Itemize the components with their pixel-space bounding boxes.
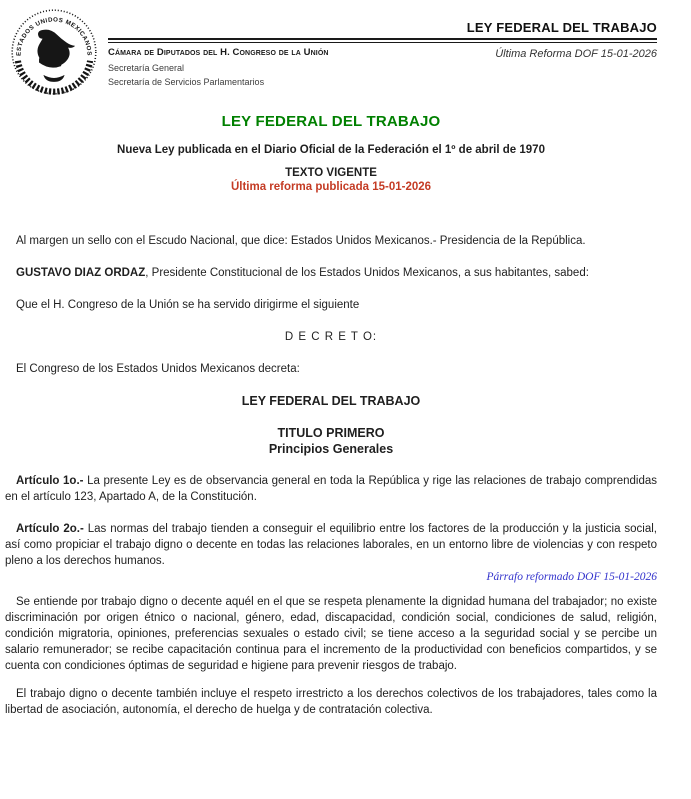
last-reform-red-line: Última reforma publicada 15-01-2026 xyxy=(230,181,432,193)
texto-vigente-label: TEXTO VIGENTE xyxy=(285,167,377,179)
law-title: LEY FEDERAL DEL TRABAJO xyxy=(241,394,421,408)
president-name: GUSTAVO DIAZ ORDAZ xyxy=(16,267,146,279)
paragraph-presidente xyxy=(5,265,657,281)
paragraph-decreta: El Congreso de los Estados Unidos Mexicanos decreta: xyxy=(16,363,300,375)
chamber-block xyxy=(108,47,329,88)
header-right-block xyxy=(108,8,657,88)
paragraph-trabajo-digno: Se entiende por trabajo digno o decente aquél en el que se respeta plenamente la dignidad humana del trabajador; no existe discriminación por origen étnico o nacional, género, edad, discapacidad, condición social, condiciones de salud, religión, condición migratoria, opiniones, preferencias sexuales o estado civil; se tiene acceso a la seguridad social y se percibe un salario remunerador; se recibe capacitación continua para el incremento de la productividad con beneficios compartidos, y se cuenta con condiciones óptimas de seguridad e higiene para prevenir riesgos de trabajo. xyxy=(5,596,657,672)
document-body xyxy=(5,233,657,718)
paragraph-al-margen: Al margen un sello con el Escudo Nacional, que dice: Estados Unidos Mexicanos.- Presidencia de la República. xyxy=(16,235,586,247)
main-title: LEY FEDERAL DEL TRABAJO xyxy=(221,113,441,130)
title-primero: TITULO PRIMERO xyxy=(277,426,385,440)
paragraph-congreso: Que el H. Congreso de la Unión se ha servido dirigirme el siguiente xyxy=(16,299,360,311)
article-2-label: Artículo 2o.- xyxy=(16,523,84,535)
header-meta-row xyxy=(108,47,657,88)
header-doc-title: LEY FEDERAL DEL TRABAJO xyxy=(466,20,657,35)
laurel-base-glyph xyxy=(43,75,64,82)
title-primero-block xyxy=(5,425,657,457)
national-seal-icon xyxy=(10,8,98,96)
reform-annotation: Párrafo reformado DOF 15-01-2026 xyxy=(486,571,657,583)
seal-curved-text: ESTADOS UNIDOS MEXICANOS xyxy=(15,16,93,57)
president-rest: , Presidente Constitucional de los Estados Unidos Mexicanos, a sus habitantes, sabed: xyxy=(145,267,589,279)
header-divider-rule xyxy=(108,38,657,43)
article-2 xyxy=(5,521,657,569)
paragraph-derechos-colectivos: El trabajo digno o decente también incluye el respeto irrestricto a los derechos colectivos de los trabajadores, tales como la libertad de asociación, autonomía, el derecho de huelga y de contratación colectiva. xyxy=(5,688,657,716)
document-header xyxy=(5,8,657,96)
title-block xyxy=(5,112,657,193)
principios-generales: Principios Generales xyxy=(268,442,394,456)
secretariat-services: Secretaría de Servicios Parlamentarios xyxy=(108,77,265,87)
article-1 xyxy=(5,473,657,505)
article-1-text: La presente Ley es de observancia general en toda la República y rige las relaciones de trabajo comprendidas en el artículo 123, Apartado A, de la Constitución. xyxy=(5,475,657,503)
decree-line: D E C R E T O: xyxy=(284,331,378,343)
article-1-label: Artículo 1o.- xyxy=(16,475,84,487)
secretariat-general: Secretaría General xyxy=(108,63,185,73)
article-2-text: Las normas del trabajo tienden a conseguir el equilibrio entre los factores de la producción y la justicia social, así como propiciar el trabajo digno o decente en todas las relaciones laborales, en un entorno libre de violencias y con respeto pleno a los derechos humanos. xyxy=(5,523,658,567)
chamber-name: Cámara de Diputados del H. Congreso de la Unión xyxy=(108,47,329,58)
publication-line: Nueva Ley publicada en el Diario Oficial de la Federación el 1º de abril de 1970 xyxy=(117,144,545,156)
last-reform-note: Última Reforma DOF 15-01-2026 xyxy=(495,48,657,60)
